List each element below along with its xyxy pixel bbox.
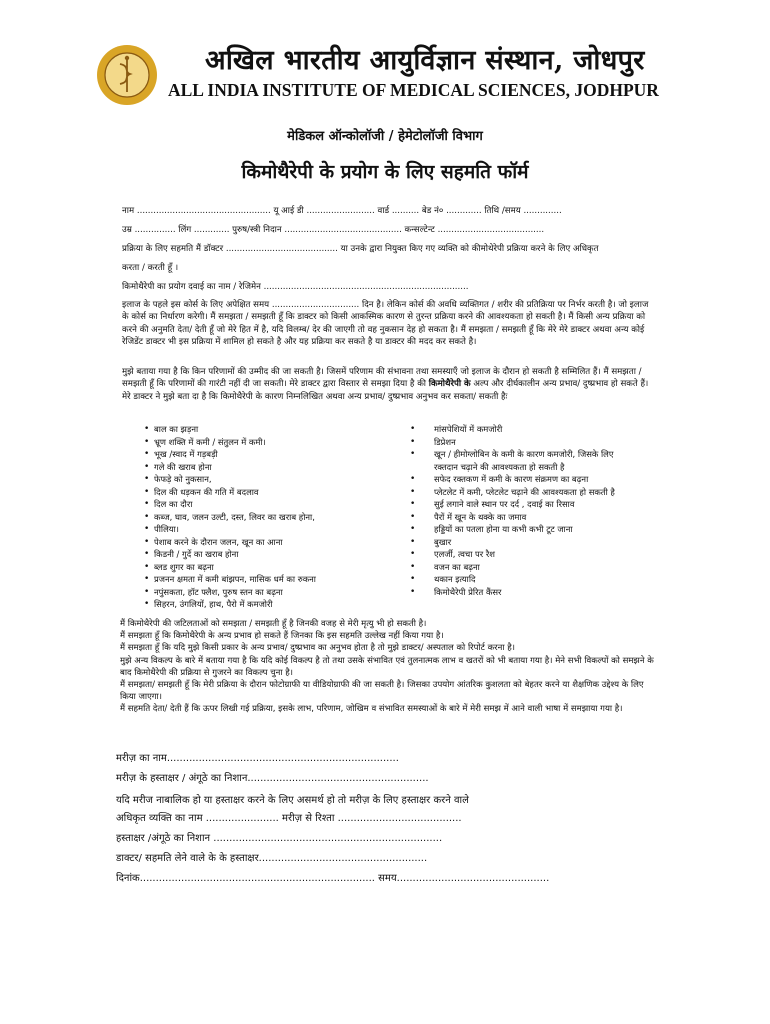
duration-paragraph: इलाज के पहले इस कोर्स के लिए अपेक्षित समय ................................ दिन है। लेकिन कोर्स की अवधि व्यक्तिगत / शरीर की प्रतिक्रिया पर निर्भर करती है। जो इलाज के कोर्स का निर्धारण करेगी। मैं समझता / समझती हूँ कि डाक्टर को किसी आकस्मिक कारण से तुरन्त प्रक्रिया करने की आवश्यकता हो सकती है। मैं किसी अन्य प्रक्रिया को करने की अनुमति देता/ देती हूँ जो मेरे हित में है, यदि विलम्ब/ देर की जाएगी तो वह नुकसान देह हो सकता है। मैं समझता / समझती हूँ कि मेरे मेरे डाक्टर अथवा अन्य कोई रेजिडेंट डाक्टर भी इस प्रक्रिया में शामिल हो सकते है और यह प्रक्रिया कर सकते है या डाक्टर की मदद कर सकते है। (122, 300, 649, 348)
side-effect-left-item: • फेफड़े को नुकसान, (120, 473, 400, 486)
form-title: किमोथैरेपी के प्रयोग के लिए सहमति फॉर्म (241, 161, 529, 183)
outcome-text-2: अल्प और दीर्घकालीन अन्य प्रभाव/ दुष्प्रभाव हो सकते हैं। मेरे डाक्टर ने मुझे बता दा है कि किमोथैरेपी के कारण निम्नलिखित अथवा अन्य प्रभाव/ दुष्प्रभाव अनुभव कर सकता/ सकती हैः (122, 379, 649, 402)
side-effect-left-item: • पीलिया। (120, 523, 400, 536)
consent-doctor-row: प्रक्रिया के लिए सहमति मैं डॉक्टर ......................................... या उनके द्वारा नियुक्त किए गए व्यक्ति को कीमोथेरेपी प्रक्रिया करने के लिए अधिकृत (122, 244, 599, 254)
institute-name-english: ALL INDIA INSTITUTE OF MEDICAL SCIENCES, JODHPUR (168, 80, 659, 100)
side-effect-right-item: • मांसपेशियों में कमजोरी (408, 423, 640, 436)
aiims-logo (96, 44, 158, 106)
side-effect-right-item: • डिप्रेशन (408, 436, 640, 449)
consent-doctor-row-cont: करता / करती हूँ । (122, 263, 179, 273)
side-effect-right-item: • खून / हीमोग्लोबिन के कमी के कारण कमजोरी, जिसके लिए रक्तदान चढ़ाने की आवश्यकता हो सकती है (408, 448, 640, 473)
consent-statement: मुझे अन्य विकल्प के बारे में बताया गया है कि यदि कोई विकल्प है तो तथा उसके संभावित एवं तुलनात्मक लाभ व खतरों को भी बताया गया है। मेने सभी विकल्पों को समझने के बाद किमोथैरेपी की प्रक्रिया से गुजरने का विकल्प चुना है। (120, 655, 654, 678)
side-effect-left-item: • बाल का झड़ना (120, 423, 400, 436)
age-gender-diagnosis-row: उम्र ............... लिंग ............. पुरुष/स्त्री निदान ........................................... कन्सल्टेन्ट ....................................... (122, 225, 545, 235)
side-effect-right-item: • एलर्जी, त्वचा पर रैश (408, 548, 640, 561)
consent-statement: मैं समझता हूँ कि यदि मुझे किसी प्रकार के अन्य प्रभाव/ दुष्प्रभाव का अनुभव होता है तो मुझे डाक्टर/ अस्पताल को रिपोर्ट करना है। (120, 643, 515, 654)
outcome-text-bold: किमोथैरेपी के (428, 379, 471, 390)
side-effect-right-item: • हड्डियों का पतला होना या कभी कभी टूट जाना (408, 523, 640, 536)
consent-statements (120, 618, 656, 716)
side-effect-right-item: • किमोथैरेपी प्रेरित कैंसर (408, 586, 640, 599)
signature-line: अधिकृत व्यक्ति का नाम ....................... मरीज़ से रिश्ता ....................................... (116, 813, 462, 824)
consent-statement: मैं सहमति देता/ देती हैं कि ऊपर लिखी गई प्रक्रिया, इसके लाभ, परिणाम, जोखिम व संभावित समस्याओं के बारे में मेरी समझ में आने वाली भाषा में समझाया गया है। (120, 704, 623, 715)
side-effects-left-list (120, 423, 400, 611)
side-effect-left-item: • कब्ज, घाव, जलन उल्टी, दस्त, लिवर का खराब होना, (120, 511, 400, 524)
side-effect-left-item: • पेशाब करने के दौरान जलन, खून का आना (120, 536, 400, 549)
side-effect-right-item: • पैरों में खून के थक्के का जमाव (408, 511, 640, 524)
signature-line: यदि मरीज नाबालिक हो या हस्ताक्षर करने के लिए असमर्थ हो तो मरीज़ के लिए हस्ताक्षर करने वाले (116, 795, 469, 806)
outcome-paragraph (122, 366, 654, 403)
side-effect-right-item: • वजन का बढ़ना (408, 561, 640, 574)
consent-statement: मैं समझता/ समझती हूँ कि मेरी प्रक्रिया के दौरान फोटोग्राफी या वीडियोग्राफी की जा सकती है। जिसका उपयोग आंतरिक कुशलता को बेहतर करने या शैक्षणिक उद्देश्य के लिए किया जाएगा। (120, 680, 644, 703)
side-effect-right-item: • बुखार (408, 536, 640, 549)
side-effect-right-item: • थकान इत्यादि (408, 573, 640, 586)
side-effect-left-item: • सिहरन, उंगलियों, हाथ, पैरो में कमजोरी (120, 598, 400, 611)
side-effect-right-item: • सुई लगाने वाले स्थान पर दर्द , दवाई का रिसाव (408, 498, 640, 511)
patient-details-row: नाम ................................................. यू आई डी ......................... वार्ड .......... बेड नं० ............. तिथि /समय .............. (122, 206, 562, 216)
side-effect-left-item: • गले की खराब होना (120, 461, 400, 474)
outcome-text-1: मुझे बताया गया है कि किन परिणामों की उम्मीद की जा सकती है। जिसमें परिणाम की संभावना तथा समस्याएँ जो इलाज के दौरान हो सकती है सम्मिलित हैं। मैं समझता / समझती हूँ कि परिणामों की गारंटी नहीं दी जा सकती। मेरे डाक्टर द्वारा विस्तार से समझा दिया है की (122, 367, 642, 390)
side-effect-right-item: • प्लेटलेट में कमी, प्लेटलेट चढ़ाने की आवश्यकता हो सकती है (408, 486, 640, 499)
signature-line: डाक्टर/ सहमति लेने वाले के के हस्ताक्षर..................................................... (116, 853, 428, 864)
consent-statement: मैं किमोथैरेपी की जटिलताओं को समझता / समझती हूँ है जिनकी वजह से मेरी मृत्यु भी हो सकती है। (120, 619, 427, 629)
side-effect-left-item: • दिल का दौरा (120, 498, 400, 511)
side-effect-left-item: • ब्लड शुगर का बढ़ना (120, 561, 400, 574)
department-name: मेडिकल ऑन्कोलॉजी / हेमेटोलॉजी विभाग (287, 129, 483, 144)
side-effect-left-item: • प्रजनन क्षमता में कमी बांझपन, मासिक धर्म का रुकना (120, 573, 400, 586)
side-effect-left-item: • भ्रूण शक्ति में कमी / संतुलन में कमी। (120, 436, 400, 449)
side-effect-left-item: • भूख /स्वाद में गड़बड़ी (120, 448, 400, 461)
side-effect-left-item: • दिल की धड़कन की गति में बदलाव (120, 486, 400, 499)
signature-line: हस्ताक्षर /अंगूठे का निशान ........................................................................ (116, 833, 443, 844)
side-effect-left-item: • किडनी / गुर्दे का खराब होना (120, 548, 400, 561)
regimen-row: किमोथैरेपी का प्रयोग दवाई का नाम / रेजिमेन ........................................................................... (122, 282, 469, 292)
institute-name-hindi: अखिल भारतीय आयुर्विज्ञान संस्थान, जोधपुर (205, 45, 645, 76)
side-effects-right-list (408, 423, 640, 598)
side-effect-left-item: • नपुंसकता, हॉट फ्लैश, पुरुष स्तन का बढ़ना (120, 586, 400, 599)
side-effect-right-item: • सफेद रक्तकण में कमी के कारण संक्रमण का बढ़ना (408, 473, 640, 486)
signature-line: मरीज़ के हस्ताक्षर / अंगूठे का निशान......................................................... (116, 773, 429, 784)
logo-top-dot (125, 56, 129, 60)
signature-line: मरीज़ का नाम......................................................................... (116, 753, 399, 764)
signature-line: दिनांक.......................................................................... समय................................................ (116, 873, 550, 884)
consent-statement: मैं समझता हूँ कि किमोथैरेपी के अन्य प्रभाव हो सकते हैं जिनका कि इस सहमति उल्लेख नहीं किया गया है। (120, 631, 444, 642)
